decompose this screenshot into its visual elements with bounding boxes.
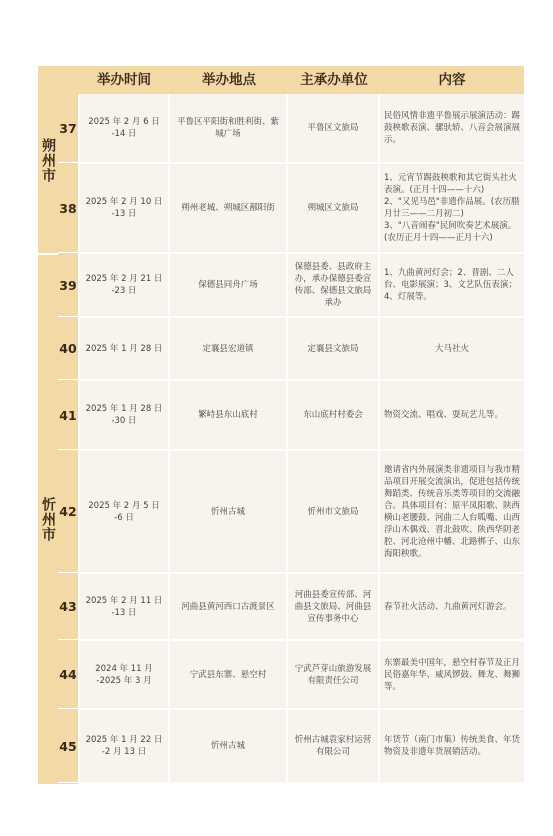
content-cell [380, 318, 524, 379]
venue-cell-text: 宁武县东寨、悬空村 [189, 669, 267, 680]
table-header [38, 66, 524, 94]
organizer-cell [288, 381, 378, 449]
content-cell-text: 1、元宵节踢鼓秧歌和其它街头社火表演。(正月十四——十六) 2、"又见马邑"非遗作品展。(农历腊月廿三——二月初二) 3、"八音闹春"民间吹奏艺术展演。(农历正月十四——正月十六) [384, 173, 520, 243]
content-cell [380, 451, 524, 572]
header-organizer: 主承办单位 [300, 72, 368, 88]
venue-cell [170, 94, 286, 162]
content-cell-text: 1、九曲黄河灯会；2、晋剧、二人台、电影展演；3、文艺队伍表演；4、灯展等。 [384, 268, 517, 302]
time-cell-text: 2025 年 1 月 22 日 -2 月 13 日 [85, 735, 163, 757]
row-number: 38 [59, 200, 77, 216]
table-row [38, 451, 524, 572]
time-cell [80, 381, 168, 449]
table-row [38, 574, 524, 639]
venue-cell-text: 繁峙县东山底村 [198, 410, 258, 420]
time-cell-text: 2025 年 1 月 28 日 [85, 343, 163, 354]
table-row [38, 254, 524, 316]
time-cell [80, 254, 168, 316]
content-cell [380, 574, 524, 639]
header-venue: 举办地点 [202, 72, 256, 88]
time-cell [80, 164, 168, 252]
time-cell [80, 710, 168, 782]
organizer-cell-text: 定襄县文旅局 [307, 343, 359, 354]
content-cell-text: 民俗风情非遗平鲁展示展演活动：踢鼓秧歌表演、骡驮轿、八音会展演展示。 [384, 111, 521, 145]
time-cell [80, 318, 168, 379]
content-cell [380, 94, 524, 162]
content-cell-text: 大马社火 [434, 343, 469, 354]
venue-cell-text: 定襄县宏道镇 [202, 343, 254, 354]
table-row [38, 318, 524, 379]
city-label-xinzhou: 忻州市 [38, 254, 58, 784]
time-cell [80, 94, 168, 162]
row-number: 39 [59, 277, 77, 293]
content-cell [380, 710, 524, 782]
organizer-cell-text: 朔城区文旅局 [307, 203, 359, 213]
row-number: 37 [59, 120, 77, 136]
content-cell [380, 164, 524, 252]
table-row [38, 94, 524, 162]
venue-cell-text: 朔州老城、朔城区鄯阳街 [181, 203, 275, 213]
table-row [38, 710, 524, 782]
organizer-cell-text: 平鲁区文旅局 [307, 123, 359, 133]
table-row [38, 381, 524, 449]
row-number: 41 [59, 407, 77, 423]
row-number: 40 [59, 341, 77, 356]
time-cell [80, 641, 168, 708]
venue-cell [170, 710, 286, 782]
venue-cell [170, 451, 286, 572]
organizer-cell-text: 宁武芦芽山旅游发展有限责任公司 [294, 663, 372, 686]
organizer-cell [288, 254, 378, 316]
row-number: 44 [59, 667, 77, 682]
table-row [38, 641, 524, 708]
row-number: 43 [59, 599, 77, 614]
venue-cell-text: 忻州古城 [210, 741, 245, 751]
city-label-shuozhou: 朔州市 [38, 66, 58, 254]
content-cell [380, 254, 524, 316]
venue-cell [170, 164, 286, 252]
venue-cell-text: 平鲁区平阳街和胜利街、紫城广场 [176, 117, 279, 139]
time-cell-text: 2025 年 2 月 10 日 -13 日 [85, 197, 163, 219]
organizer-cell [288, 318, 378, 379]
organizer-cell [288, 574, 378, 639]
time-cell-text: 2025 年 1 月 28 日 -30 日 [85, 404, 163, 426]
organizer-cell-text: 河曲县委宣传部、河曲县文旅局、河曲县宣传事务中心 [294, 589, 372, 624]
time-cell [80, 574, 168, 639]
venue-cell-text: 保德县同舟广场 [198, 280, 258, 290]
row-number: 45 [59, 738, 77, 754]
organizer-cell [288, 710, 378, 782]
organizer-cell [288, 164, 378, 252]
organizer-cell-text: 忻州古城袁家村运营有限公司 [294, 735, 372, 757]
venue-cell [170, 318, 286, 379]
time-cell-text: 2025 年 2 月 11 日 -13 日 [85, 595, 163, 618]
content-cell [380, 641, 524, 708]
content-cell-text: 东寨最美中国年，悬空村春节及正月民俗嘉年华、威风锣鼓、舞龙、舞狮等。 [384, 657, 521, 692]
organizer-cell [288, 94, 378, 162]
organizer-cell-text: 忻州市文旅局 [307, 506, 359, 517]
content-cell-text: 邀请省内外展演类非遗项目与我市精品项目开展交流演出，促进包括传统舞蹈类、传统音乐类等项目的交流融合。具体项目有：原平凤阳歌、陕西横山老腰鼓、河曲二人台呱嘴、山西浮山木偶戏、晋北鼓吹、陕西华阴老腔、河北沧州中幡、北路梆子、山东海阳秧歌。 [384, 464, 521, 559]
content-cell-text: 物资交流、唱戏、耍玩艺儿等。 [384, 410, 504, 420]
content-cell-text: 年货节（南门市集）传统美食、年货物资及非遗年货展销活动。 [384, 735, 521, 757]
venue-cell [170, 381, 286, 449]
header-content: 内容 [438, 72, 466, 88]
venue-cell [170, 254, 286, 316]
time-cell-text: 2024 年 11 月 -2025 年 3 月 [95, 663, 153, 686]
time-cell-text: 2025 年 2 月 6 日 -14 日 [88, 117, 160, 139]
organizer-cell [288, 641, 378, 708]
organizer-cell [288, 451, 378, 572]
table-row [38, 164, 524, 252]
organizer-cell-text: 保德县委、县政府主办，承办保德县委宣传部、保德县文旅局承办 [294, 262, 372, 308]
venue-cell [170, 574, 286, 639]
row-number: 42 [59, 504, 77, 519]
venue-cell-text: 河曲县黄河西口古渡景区 [181, 601, 275, 612]
header-time: 举办时间 [97, 72, 151, 88]
content-cell-text: 春节社火活动、九曲黄河灯游会。 [384, 601, 512, 612]
time-cell-text: 2025 年 2 月 21 日 -23 日 [85, 274, 163, 296]
venue-cell [170, 641, 286, 708]
time-cell-text: 2025 年 2 月 5 日 -6 日 [88, 500, 160, 523]
venue-cell-text: 忻州古城 [210, 506, 245, 517]
time-cell [80, 451, 168, 572]
content-cell [380, 381, 524, 449]
organizer-cell-text: 东山底村村委会 [303, 410, 363, 420]
